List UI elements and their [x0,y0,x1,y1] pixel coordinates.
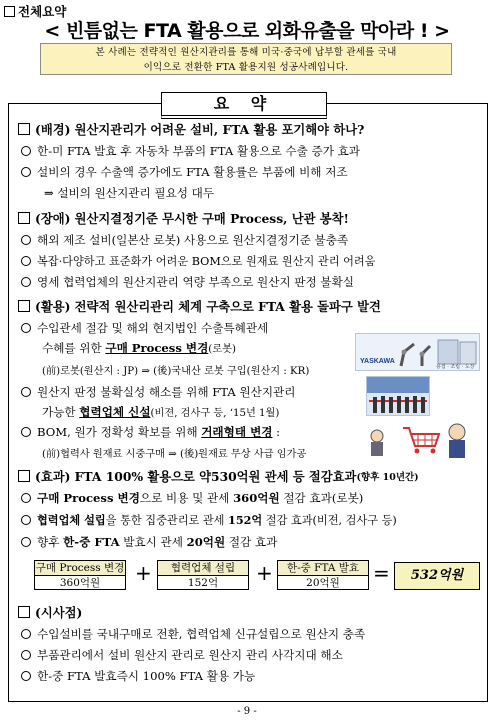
bullet-item [21,626,365,642]
bullet-item [21,512,397,528]
highlight-text: 20억원 [186,535,226,549]
calc-value: 360억원 [59,577,101,589]
checkbox-square-icon [18,606,30,618]
robot-arm-icon [356,334,479,370]
plus-sign: + [256,561,273,585]
trade-illustration [363,418,473,460]
circle-bullet-icon [21,167,31,177]
checkbox-square-icon [18,212,30,224]
equals-sign: = [373,561,390,585]
summary-line-2: 이익으로 전환한 FTA 활용지원 성공사례입니다. [143,62,349,73]
bullet-text: 한-중 FTA 발효즉시 100% FTA 활용 가능 [37,669,256,683]
heading-text: (시사점) [35,605,83,620]
heading-text: (배경) 원산지관리가 어려운 설비, FTA 활용 포기해야 하나? [35,122,365,137]
page-title: < 빈틈없는 FTA 활용으로 외화유출을 막아라 ! > [44,20,450,42]
section-implication-heading [18,603,82,621]
text: 수혜를 위한 [42,341,106,355]
circle-bullet-icon [21,537,31,547]
checkbox-square-icon [4,6,15,17]
circle-bullet-icon [21,629,31,639]
bullet-text: 원산지 판정 불확실성 해소를 위해 FTA 원산지관리 [37,385,296,399]
checkbox-square-icon [18,123,30,135]
text: (로봇) [208,344,236,355]
bullet-continuation [42,340,236,356]
bullet-text: 한-미 FTA 발효 후 자동차 부품의 FTA 활용으로 수출 증가 효과 [37,144,360,158]
summary-heading: 요 약 [161,92,327,119]
calc-item-partner [157,560,249,590]
bullet-item [21,232,348,248]
section-background-heading [18,120,364,138]
shopping-cart-icon [363,418,473,460]
text: 가능한 [42,405,80,419]
text: 절감 효과 [225,535,278,549]
calc-item-fta [277,560,369,590]
highlight-text: 거래형태 변경 [201,425,273,439]
bullet-text: 부품관리에서 설비 원산지 관리로 원산지 관리 사각지대 해소 [37,648,343,662]
highlight-text: 협력업체 설립 [37,513,106,527]
bullet-text: 해외 제조 설비(일본산 로봇) 사용으로 원산지결정기준 불충족 [37,233,349,247]
bullet-text: BOM, 원가 정확성 확보를 위해 [37,425,202,439]
circle-bullet-icon [21,650,31,660]
circle-bullet-icon [21,427,31,437]
text: 을 통한 집중관리로 관세 [105,514,229,527]
highlight-text: 협력업체 신설 [79,405,151,419]
bullet-text: 복잡·다양하고 표준화가 어려운 BOM으로 원재료 원산지 관리 어려움 [37,255,376,268]
circle-bullet-icon [21,493,31,503]
text: 발효시 관세 [119,535,187,549]
calc-label: 협력업체 설립 [158,561,248,576]
bullet-item [21,647,343,663]
circle-bullet-icon [21,515,31,525]
circle-bullet-icon [21,146,31,156]
ribbon-cutting-icon [367,377,429,415]
bullet-item [21,668,255,684]
bullet-item [21,274,354,290]
circle-bullet-icon [21,235,31,245]
bullet-text: 영세 협력업체의 원산지관리 역량 부족으로 원산지 판정 불확실 [37,275,354,289]
calc-total: 532억원 [394,562,480,590]
bullet-text: 수입관세 절감 및 해외 현지법인 수출특혜관세 [37,321,269,335]
circle-bullet-icon [21,323,31,333]
bullet-item [21,320,268,336]
calc-value: 152억 [187,577,219,589]
sub-item: (前)협력사 원재료 시중구매 ⇒ (後)원재료 무상 사급 임가공 [42,449,307,460]
bullet-item [21,253,376,269]
brand-text: YASKAWA [360,358,395,365]
circle-bullet-icon [21,671,31,681]
bullet-item [21,164,348,180]
text: 으로 비용 및 관세 [139,491,234,505]
ceremony-photo [366,376,430,416]
heading-text: (활용) 전략적 원산리관리 체계 구축으로 FTA 활용 돌파구 발견 [35,299,381,314]
circle-bullet-icon [21,277,31,287]
checkbox-square-icon [18,300,30,312]
robot-illustration [355,333,480,371]
checkbox-square-icon [18,470,30,482]
bullet-item [21,534,277,550]
image-caption: 용접 · 조립 · 도장 [436,364,475,370]
summary-line-1: 본 사례는 전략적인 원산지관리를 통해 미국·중국에 납부할 관세를 국내 [95,47,397,58]
text: 향후 [37,535,64,549]
circle-bullet-icon [21,256,31,266]
bullet-item [21,384,295,400]
bullet-text: 설비의 경우 수출액 증가에도 FTA 활용률은 부품에 비해 저조 [37,165,348,179]
bullet-continuation [42,404,279,420]
bullet-item [21,424,280,440]
highlight-text: 구매 Process 변경 [37,491,140,505]
circle-bullet-icon [21,387,31,397]
highlight-text: 구매 Process 변경 [105,341,209,355]
text: 절감 효과(비젼, 검사구 등) [262,514,397,527]
summary-box [40,43,452,75]
heading-text: (장애) 원산지결정기준 무시한 구매 Process, 난관 봉착! [35,211,349,226]
bullet-item [21,143,360,159]
highlight-text: 한-중 FTA [63,535,120,549]
highlight-text: 152억 [228,513,263,527]
heading-text: (효과) FTA 100% 활용으로 약530억원 관세 등 절감효과 [35,469,357,484]
section-label: 전체요약 [18,4,67,19]
sub-item: ⇒ 설비의 원산지관리 필요성 대두 [44,186,215,200]
sub-item: (前)로봇(원산지 : JP) ⇒ (後)국내산 로봇 구입(원산지 : KR) [42,366,310,377]
heading-note: (향후 10년간) [356,472,419,483]
highlight-text: 360억원 [233,491,280,505]
text: 절감 효과(로봇) [279,491,364,505]
calc-label: 한-중 FTA 발효 [278,561,368,576]
bullet-text: 수입설비를 국내구매로 전환, 협력업체 신규설립으로 원산지 충족 [37,627,366,641]
section-effect-heading [18,467,419,485]
section-utilization-heading [18,297,381,315]
calc-label: 구매 Process 변경 [35,562,125,574]
bullet-item [21,490,363,506]
plus-sign: + [135,561,152,585]
text: (비젼, 검사구 등, ‘15년 1월) [150,408,280,419]
calc-value: 20억원 [306,577,340,589]
text: : [272,425,281,439]
calc-item-purchase [34,560,126,590]
section-obstacle-heading [18,209,349,227]
page-number: - 9 - [237,706,257,717]
